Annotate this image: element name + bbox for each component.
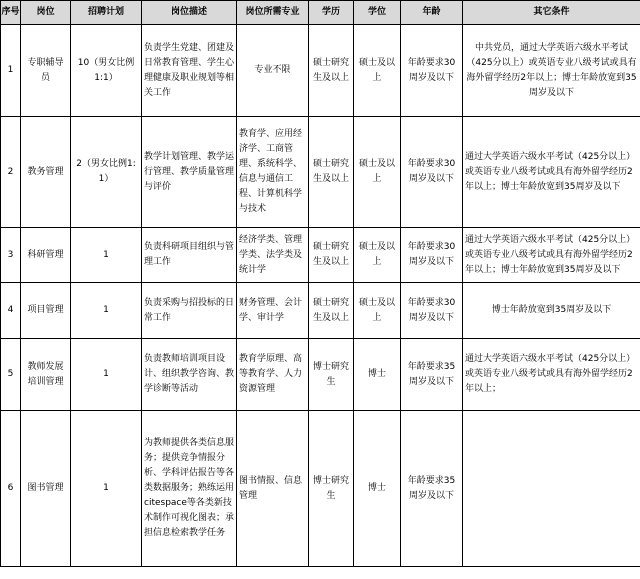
header-plan: 招聘计划 bbox=[71, 1, 142, 25]
cell-plan: 1 bbox=[71, 283, 142, 339]
cell-other: 中共党员，通过大学英语六级水平考试 （425分以上）或英语专业八级考试或具有 海外留学经历2年以上；博士年龄放宽到35 周岁及以下 bbox=[463, 25, 640, 117]
cell-description: 负责采购与招投标的日常工作 bbox=[142, 283, 237, 339]
header-degree: 学位 bbox=[354, 1, 401, 25]
cell-major: 专业不限 bbox=[237, 25, 309, 117]
cell-description: 教学计划管理、教学运行管理、教学质量管理与评价 bbox=[142, 117, 237, 228]
cell-position: 教务管理 bbox=[21, 117, 71, 228]
table-row bbox=[1, 339, 640, 411]
cell-position: 项目管理 bbox=[21, 283, 71, 339]
cell-other: 博士年龄放宽到35周岁及以下 bbox=[463, 283, 640, 339]
cell-position: 图书管理 bbox=[21, 411, 71, 567]
cell-no: 3 bbox=[1, 228, 21, 283]
cell-education: 博士研究 生 bbox=[309, 339, 354, 411]
cell-age: 年龄要求30 周岁及以下 bbox=[401, 283, 463, 339]
cell-plan: 1 bbox=[71, 339, 142, 411]
cell-degree: 硕士及以 上 bbox=[354, 228, 401, 283]
cell-other bbox=[463, 411, 640, 567]
cell-description: 负责教师培训项目设计、组织教学咨询、教学诊断等活动 bbox=[142, 339, 237, 411]
header-other: 其它条件 bbox=[463, 1, 640, 25]
cell-age: 年龄要求30 周岁及以下 bbox=[401, 117, 463, 228]
cell-degree: 硕士及以 上 bbox=[354, 117, 401, 228]
header-row bbox=[1, 1, 640, 25]
cell-position: 专职辅导 员 bbox=[21, 25, 71, 117]
table-row bbox=[1, 25, 640, 117]
cell-education: 硕士研究 生及以上 bbox=[309, 228, 354, 283]
cell-no: 2 bbox=[1, 117, 21, 228]
cell-position: 教师发展 培训管理 bbox=[21, 339, 71, 411]
cell-education: 硕士研究 生及以上 bbox=[309, 283, 354, 339]
cell-no: 5 bbox=[1, 339, 21, 411]
header-major: 岗位所需专业 bbox=[237, 1, 309, 25]
cell-education: 硕士研究 生及以上 bbox=[309, 117, 354, 228]
cell-major: 教育学、应用经济学、工商管理、系统科学、信息与通信工程、计算机科学与技术 bbox=[237, 117, 309, 228]
cell-major: 财务管理、会计学、审计学 bbox=[237, 283, 309, 339]
cell-degree: 硕士及以 上 bbox=[354, 283, 401, 339]
cell-position: 科研管理 bbox=[21, 228, 71, 283]
cell-age: 年龄要求30 周岁及以下 bbox=[401, 25, 463, 117]
cell-description: 为教师提供各类信息服务；提供竞争情报分析、学科评估报告等各类数据服务；熟练运用citespace等各类新技术制作可视化图表；承担信息检索教学任务 bbox=[142, 411, 237, 567]
cell-degree: 博士 bbox=[354, 411, 401, 567]
table-row bbox=[1, 228, 640, 283]
cell-major: 经济学类、管理学类、法学类及统计学 bbox=[237, 228, 309, 283]
table-row bbox=[1, 283, 640, 339]
cell-major: 图书情报、信息管理 bbox=[237, 411, 309, 567]
cell-description: 负责学生党建、团建及日常教育管理、学生心理健康及职业规划等相关工作 bbox=[142, 25, 237, 117]
table-row bbox=[1, 117, 640, 228]
cell-description: 负责科研项目组织与管理工作 bbox=[142, 228, 237, 283]
cell-plan: 2（男女比例1:1） bbox=[71, 117, 142, 228]
cell-age: 年龄要求35 周岁及以下 bbox=[401, 411, 463, 567]
cell-plan: 1 bbox=[71, 411, 142, 567]
cell-education: 博士研究 生 bbox=[309, 411, 354, 567]
cell-no: 4 bbox=[1, 283, 21, 339]
header-age: 年龄 bbox=[401, 1, 463, 25]
cell-degree: 博士 bbox=[354, 339, 401, 411]
cell-plan: 10（男女比例 1:1） bbox=[71, 25, 142, 117]
cell-degree: 硕士及以 上 bbox=[354, 25, 401, 117]
header-education: 学历 bbox=[309, 1, 354, 25]
cell-no: 6 bbox=[1, 411, 21, 567]
cell-other: 通过大学英语六级水平考试（425分以上）或英语专业八级考试或具有海外留学经历2年以上；博士年龄放宽到35周岁及以下 bbox=[463, 117, 640, 228]
cell-no: 1 bbox=[1, 25, 21, 117]
cell-education: 硕士研究 生及以上 bbox=[309, 25, 354, 117]
table-row bbox=[1, 411, 640, 567]
header-no: 序号 bbox=[1, 1, 21, 25]
cell-other: 通过大学英语六级水平考试（425分以上）或英语专业八级考试或具有海外留学经历2年以上； bbox=[463, 339, 640, 411]
cell-plan: 1 bbox=[71, 228, 142, 283]
cell-age: 年龄要求35 周岁及以下 bbox=[401, 339, 463, 411]
cell-age: 年龄要求30 周岁及以下 bbox=[401, 228, 463, 283]
cell-other: 通过大学英语六级水平考试（425分以上）或英语专业八级考试或具有海外留学经历2年以上；博士年龄放宽到35周岁及以下 bbox=[463, 228, 640, 283]
cell-major: 教育学原理、高等教育学、人力资源管理 bbox=[237, 339, 309, 411]
header-description: 岗位描述 bbox=[142, 1, 237, 25]
header-position: 岗位 bbox=[21, 1, 71, 25]
